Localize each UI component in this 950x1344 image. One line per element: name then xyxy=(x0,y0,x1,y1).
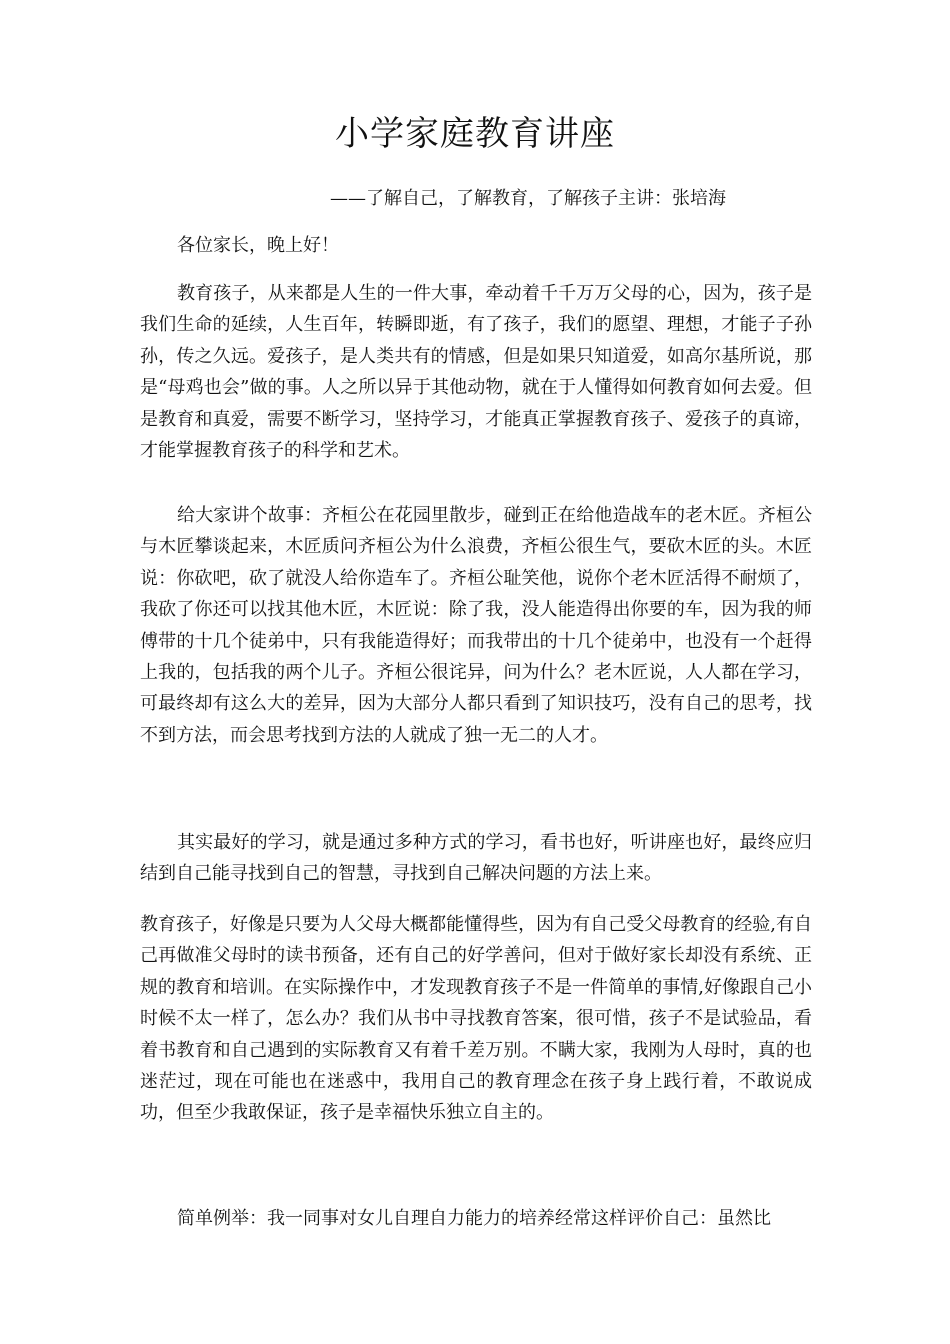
greeting-paragraph: 各位家长，晚上好！ xyxy=(177,235,339,256)
body-paragraph: 给大家讲个故事：齐桓公在花园里散步，碰到正在给他造战车的老木匠。齐桓公与木匠攀谈起来，木匠质问齐桓公为什么浪费，齐桓公很生气，要砍木匠的头。木匠说：你砍吧，砍了就没人给你造车了。齐桓公耻笑他，说你个老木匠活得不耐烦了，我砍了你还可以找其他木匠，木匠说：除了我，没人能造得出你要的车，因为我的师傅带的十几个徒弟中，只有我能造得好；而我带出的十几个徒弟中，也没有一个赶得上我的，包括我的两个儿子。齐桓公很诧异，问为什么？老木匠说，人人都在学习，可最终却有这么大的差异，因为大部分人都只看到了知识技巧，没有自己的思考，找不到方法，而会思考找到方法的人就成了独一无二的人才。 xyxy=(140,505,812,746)
body-paragraph: 教育孩子，好像是只要为人父母大概都能懂得些，因为有自己受父母教育的经验,有自己再做准父母时的读书预备，还有自己的好学善问，但对于做好家长却没有系统、正规的教育和培训。在实际操作中，才发现教育孩子不是一件简单的事情,好像跟自己小时候不太一样了，怎么办？我们从书中寻找教育答案，很可惜，孩子不是试验品，看着书教育和自己遇到的实际教育又有着千差万别。不瞒大家，我刚为人母时，真的也迷茫过，现在可能也在迷惑中，我用自己的教育理念在孩子身上践行着，不敢说成功，但至少我敢保证，孩子是幸福快乐独立自主的。 xyxy=(140,914,812,1124)
body-paragraph: 教育孩子，从来都是人生的一件大事，牵动着千千万万父母的心，因为，孩子是我们生命的延续，人生百年，转瞬即逝，有了孩子，我们的愿望、理想，才能子子孙孙，传之久远。爱孩子，是人类共有的情感，但是如果只知道爱，如高尔基所说，那是“母鸡也会”做的事。人之所以异于其他动物，就在于人懂得如何教育如何去爱。但是教育和真爱，需要不断学习，坚持学习，才能真正掌握教育孩子、爱孩子的真谛，才能掌握教育孩子的科学和艺术。 xyxy=(140,283,812,462)
document-title: 小学家庭教育讲座 xyxy=(335,114,615,154)
document-subtitle: ——了解自己，了解教育，了解孩子主讲：张培海 xyxy=(330,188,726,209)
body-paragraph: 其实最好的学习，就是通过多种方式的学习，看书也好，听讲座也好，最终应归结到自己能寻找到自己的智慧，寻找到自己解决问题的方法上来。 xyxy=(140,832,812,885)
body-paragraph: 简单例举：我一同事对女儿自理自力能力的培养经常这样评价自己：虽然比 xyxy=(177,1208,771,1229)
